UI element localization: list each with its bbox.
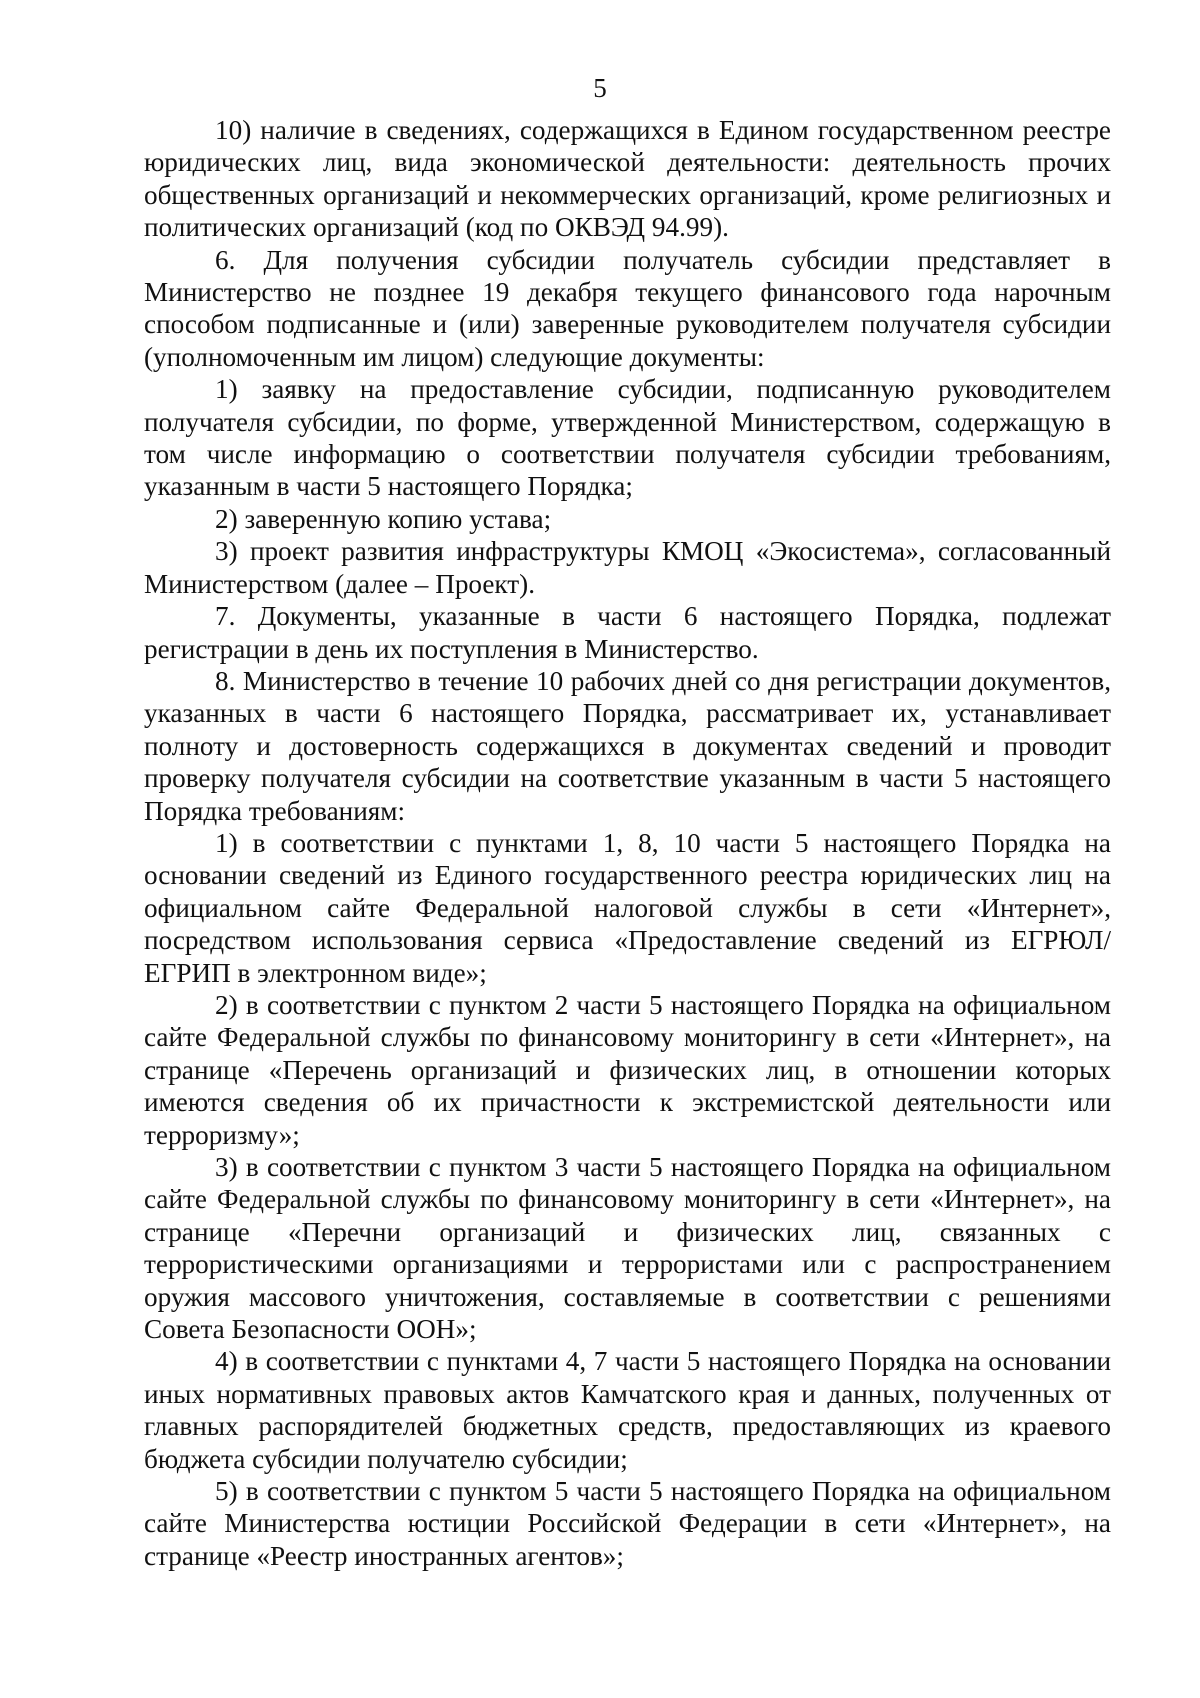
- paragraph-part-7: 7. Документы, указанные в части 6 настоящего Порядка, подлежат регистрации в день их поступления в Министерство.: [144, 601, 1111, 664]
- paragraph-part-8-item-1: 1) в соответствии с пунктами 1, 8, 10 части 5 настоящего Порядка на основании сведений из Единого государственного реестра юридических лиц на официальном сайте Федеральной налоговой службы в сети «Интернет», посредством использования сервиса «Предоставление сведений из ЕГРЮЛ/ЕГРИП в электронном виде»;: [144, 827, 1111, 988]
- page-number: 5: [593, 73, 607, 103]
- document-body: [144, 114, 1111, 1572]
- paragraph-part-8-item-2: 2) в соответствии с пунктом 2 части 5 настоящего Порядка на официальном сайте Федеральной службы по финансовому мониторингу в сети «Интернет», на странице «Перечень организаций и физических лиц, в отношении которых имеются сведения об их причастности к экстремистской деятельности или терроризму»;: [144, 989, 1111, 1150]
- paragraph-part-8: 8. Министерство в течение 10 рабочих дней со дня регистрации документов, указанных в части 6 настоящего Порядка, рассматривает их, устанавливает полноту и достоверность содержащихся в документах сведений и проводит проверку получателя субсидии на соответствие указанным в части 5 настоящего Порядка требованиям:: [144, 665, 1111, 826]
- paragraph-part-8-item-4: 4) в соответствии с пунктами 4, 7 части 5 настоящего Порядка на основании иных нормативных правовых актов Камчатского края и данных, полученных от главных распорядителей бюджетных средств, предоставляющих из краевого бюджета субсидии получателю субсидии;: [144, 1346, 1111, 1474]
- paragraph-part-6-item-1: 1) заявку на предоставление субсидии, подписанную руководителем получателя субсидии, по форме, утвержденной Министерством, содержащую в том числе информацию о соответствии получателя субсидии требованиям, указанным в части 5 настоящего Порядка;: [144, 374, 1111, 502]
- paragraph-part-8-item-5: 5) в соответствии с пунктом 5 части 5 настоящего Порядка на официальном сайте Министерства юстиции Российской Федерации в сети «Интернет», на странице «Реестр иностранных агентов»;: [144, 1476, 1111, 1571]
- paragraph-item-10: 10) наличие в сведениях, содержащихся в Едином государственном реестре юридических лиц, вида экономической деятельности: деятельность прочих общественных организаций и некоммерческих организаций, кроме религиозных и политических организаций (код по ОКВЭД 94.99).: [144, 115, 1111, 243]
- paragraph-part-6: 6. Для получения субсидии получатель субсидии представляет в Министерство не позднее 19 декабря текущего финансового года нарочным способом подписанные и (или) заверенные руководителем получателя субсидии (уполномоченным им лицом) следующие документы:: [144, 244, 1111, 372]
- paragraph-part-6-item-3: 3) проект развития инфраструктуры КМОЦ «Экосистема», согласованный Министерством (далее – Проект).: [144, 536, 1111, 599]
- paragraph-part-6-item-2: 2) заверенную копию устава;: [215, 503, 552, 534]
- paragraph-part-8-item-3: 3) в соответствии с пунктом 3 части 5 настоящего Порядка на официальном сайте Федеральной службы по финансовому мониторингу в сети «Интернет», на странице «Перечни организаций и физических лиц, связанных с террористическими организациями и террористами или с распространением оружия массового уничтожения, составляемые в соответствии с решениями Совета Безопасности ООН»;: [144, 1152, 1111, 1345]
